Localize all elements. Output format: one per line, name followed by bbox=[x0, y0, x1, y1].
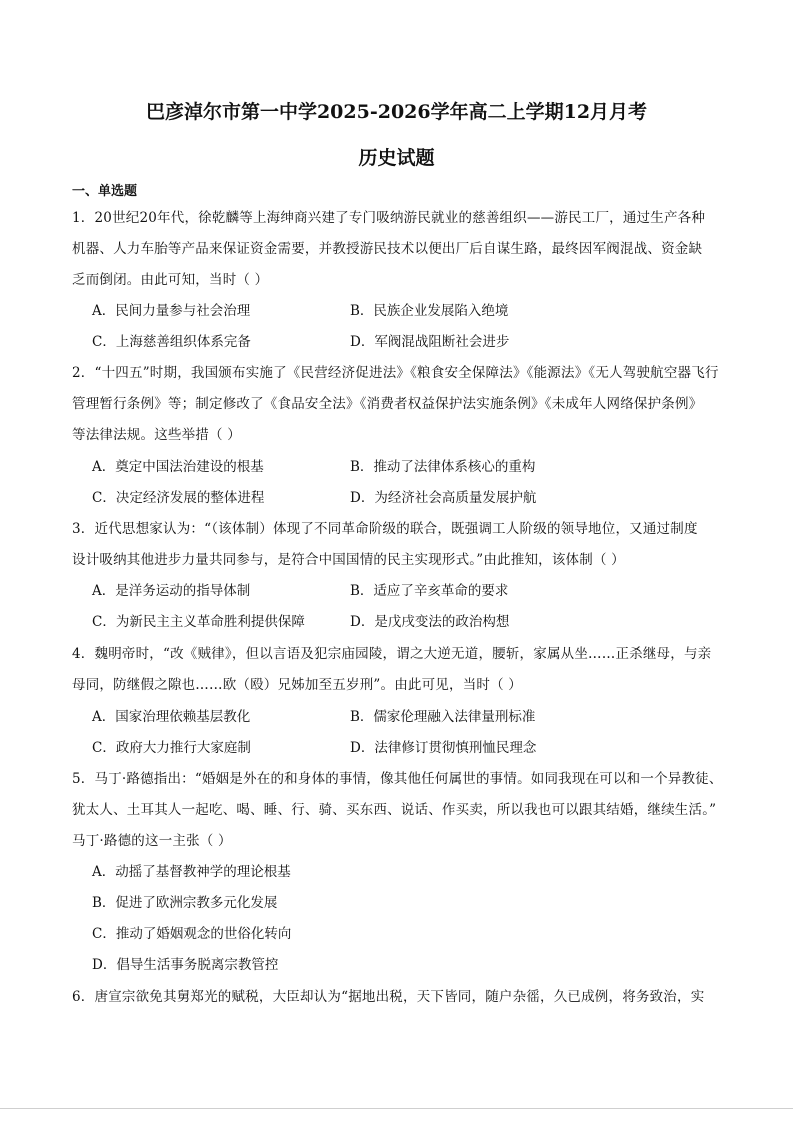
question-text-line: 犹太人、土耳其人一起吃、喝、睡、行、骑、买东西、说话、作买卖，所以我也可以跟其结婚，继续生活。” bbox=[72, 802, 717, 818]
question-text-line: 6．唐宣宗欲免其舅郑光的赋税，大臣却认为“据地出税，天下皆同，随户杂徭，久已成例，将务致治，实 bbox=[72, 989, 705, 1005]
question-text-line: 管理暂行条例》等；制定修改了《食品安全法》《消费者权益保护法实施条例》《未成年人网络保护条例》 bbox=[72, 396, 703, 412]
question-text-line: 马丁·路德的这一主张（ ） bbox=[72, 833, 232, 849]
exam-subtitle: 历史试题 bbox=[358, 147, 435, 169]
option-b[interactable]: B．儒家伦理融入法律量刑标准 bbox=[350, 709, 536, 725]
option-d[interactable]: D．为经济社会高质量发展护航 bbox=[350, 490, 537, 506]
option-b[interactable]: B．促进了欧洲宗教多元化发展 bbox=[92, 895, 278, 911]
section-heading: 一、单选题 bbox=[72, 184, 138, 199]
option-d[interactable]: D．倡导生活事务脱离宗教管控 bbox=[92, 957, 279, 973]
option-a[interactable]: A．是洋务运动的指导体制 bbox=[92, 583, 251, 599]
option-a[interactable]: A．国家治理依赖基层教化 bbox=[92, 709, 251, 725]
question-text-line: 4．魏明帝时，“改《贼律》，但以言语及犯宗庙园陵，谓之大逆无道，腰斩，家属从坐……正杀继母，与亲 bbox=[72, 646, 712, 662]
exam-title: 巴彦淖尔市第一中学2025-2026学年高二上学期12月月考 bbox=[145, 101, 648, 123]
option-b[interactable]: B．民族企业发展陷入绝境 bbox=[350, 303, 509, 319]
question-text-line: 3．近代思想家认为：“（该体制）体现了不同革命阶级的联合，既强调工人阶级的领导地位，又通过制度 bbox=[72, 521, 698, 537]
option-c[interactable]: C．政府大力推行大家庭制 bbox=[92, 740, 251, 756]
question-text-line: 机器、人力车胎等产品来保证资金需要，并教授游民技术以便出厂后自谋生路，最终因军阀混战、资金缺 bbox=[72, 241, 703, 257]
page-bottom-divider bbox=[0, 1108, 793, 1109]
option-d[interactable]: D．法律修订贯彻慎刑恤民理念 bbox=[350, 740, 537, 756]
option-a[interactable]: A．动摇了基督教神学的理论根基 bbox=[92, 864, 291, 880]
option-a[interactable]: A．奠定中国法治建设的根基 bbox=[92, 459, 264, 475]
question-text-line: 2．“十四五”时期，我国颁布实施了《民营经济促进法》《粮食安全保障法》《能源法》《无人驾驶航空器飞行 bbox=[72, 365, 719, 381]
option-c[interactable]: C．决定经济发展的整体进程 bbox=[92, 490, 265, 506]
question-text-line: 乏而倒闭。由此可知，当时（ ） bbox=[72, 272, 269, 288]
option-b[interactable]: B．适应了辛亥革命的要求 bbox=[350, 583, 509, 599]
question-text-line: 母同，防继假之隙也……欧（殴）兄姊加至五岁刑”。由此可见，当时（ ） bbox=[72, 677, 522, 693]
option-b[interactable]: B．推动了法律体系核心的重构 bbox=[350, 459, 536, 475]
option-c[interactable]: C．为新民主主义革命胜利提供保障 bbox=[92, 614, 305, 630]
question-text-line: 1．20世纪20年代，徐乾麟等上海绅商兴建了专门吸纳游民就业的慈善组织——游民工厂，通过生产各种 bbox=[72, 210, 706, 226]
question-text-line: 等法律法规。这些举措（ ） bbox=[72, 427, 241, 443]
option-c[interactable]: C．上海慈善组织体系完备 bbox=[92, 334, 251, 350]
option-a[interactable]: A．民间力量参与社会治理 bbox=[92, 303, 251, 319]
option-d[interactable]: D．军阀混战阻断社会进步 bbox=[350, 334, 510, 350]
question-text-line: 设计吸纳其他进步力量共同参与，是符合中国国情的民主实现形式。”由此推知，该体制（ ） bbox=[72, 552, 625, 568]
option-d[interactable]: D．是戊戌变法的政治构想 bbox=[350, 614, 510, 630]
option-c[interactable]: C．推动了婚姻观念的世俗化转向 bbox=[92, 926, 292, 942]
question-text-line: 5．马丁·路德指出：“婚姻是外在的和身体的事情，像其他任何属世的事情。如同我现在可以和一个异教徒、 bbox=[72, 771, 723, 787]
